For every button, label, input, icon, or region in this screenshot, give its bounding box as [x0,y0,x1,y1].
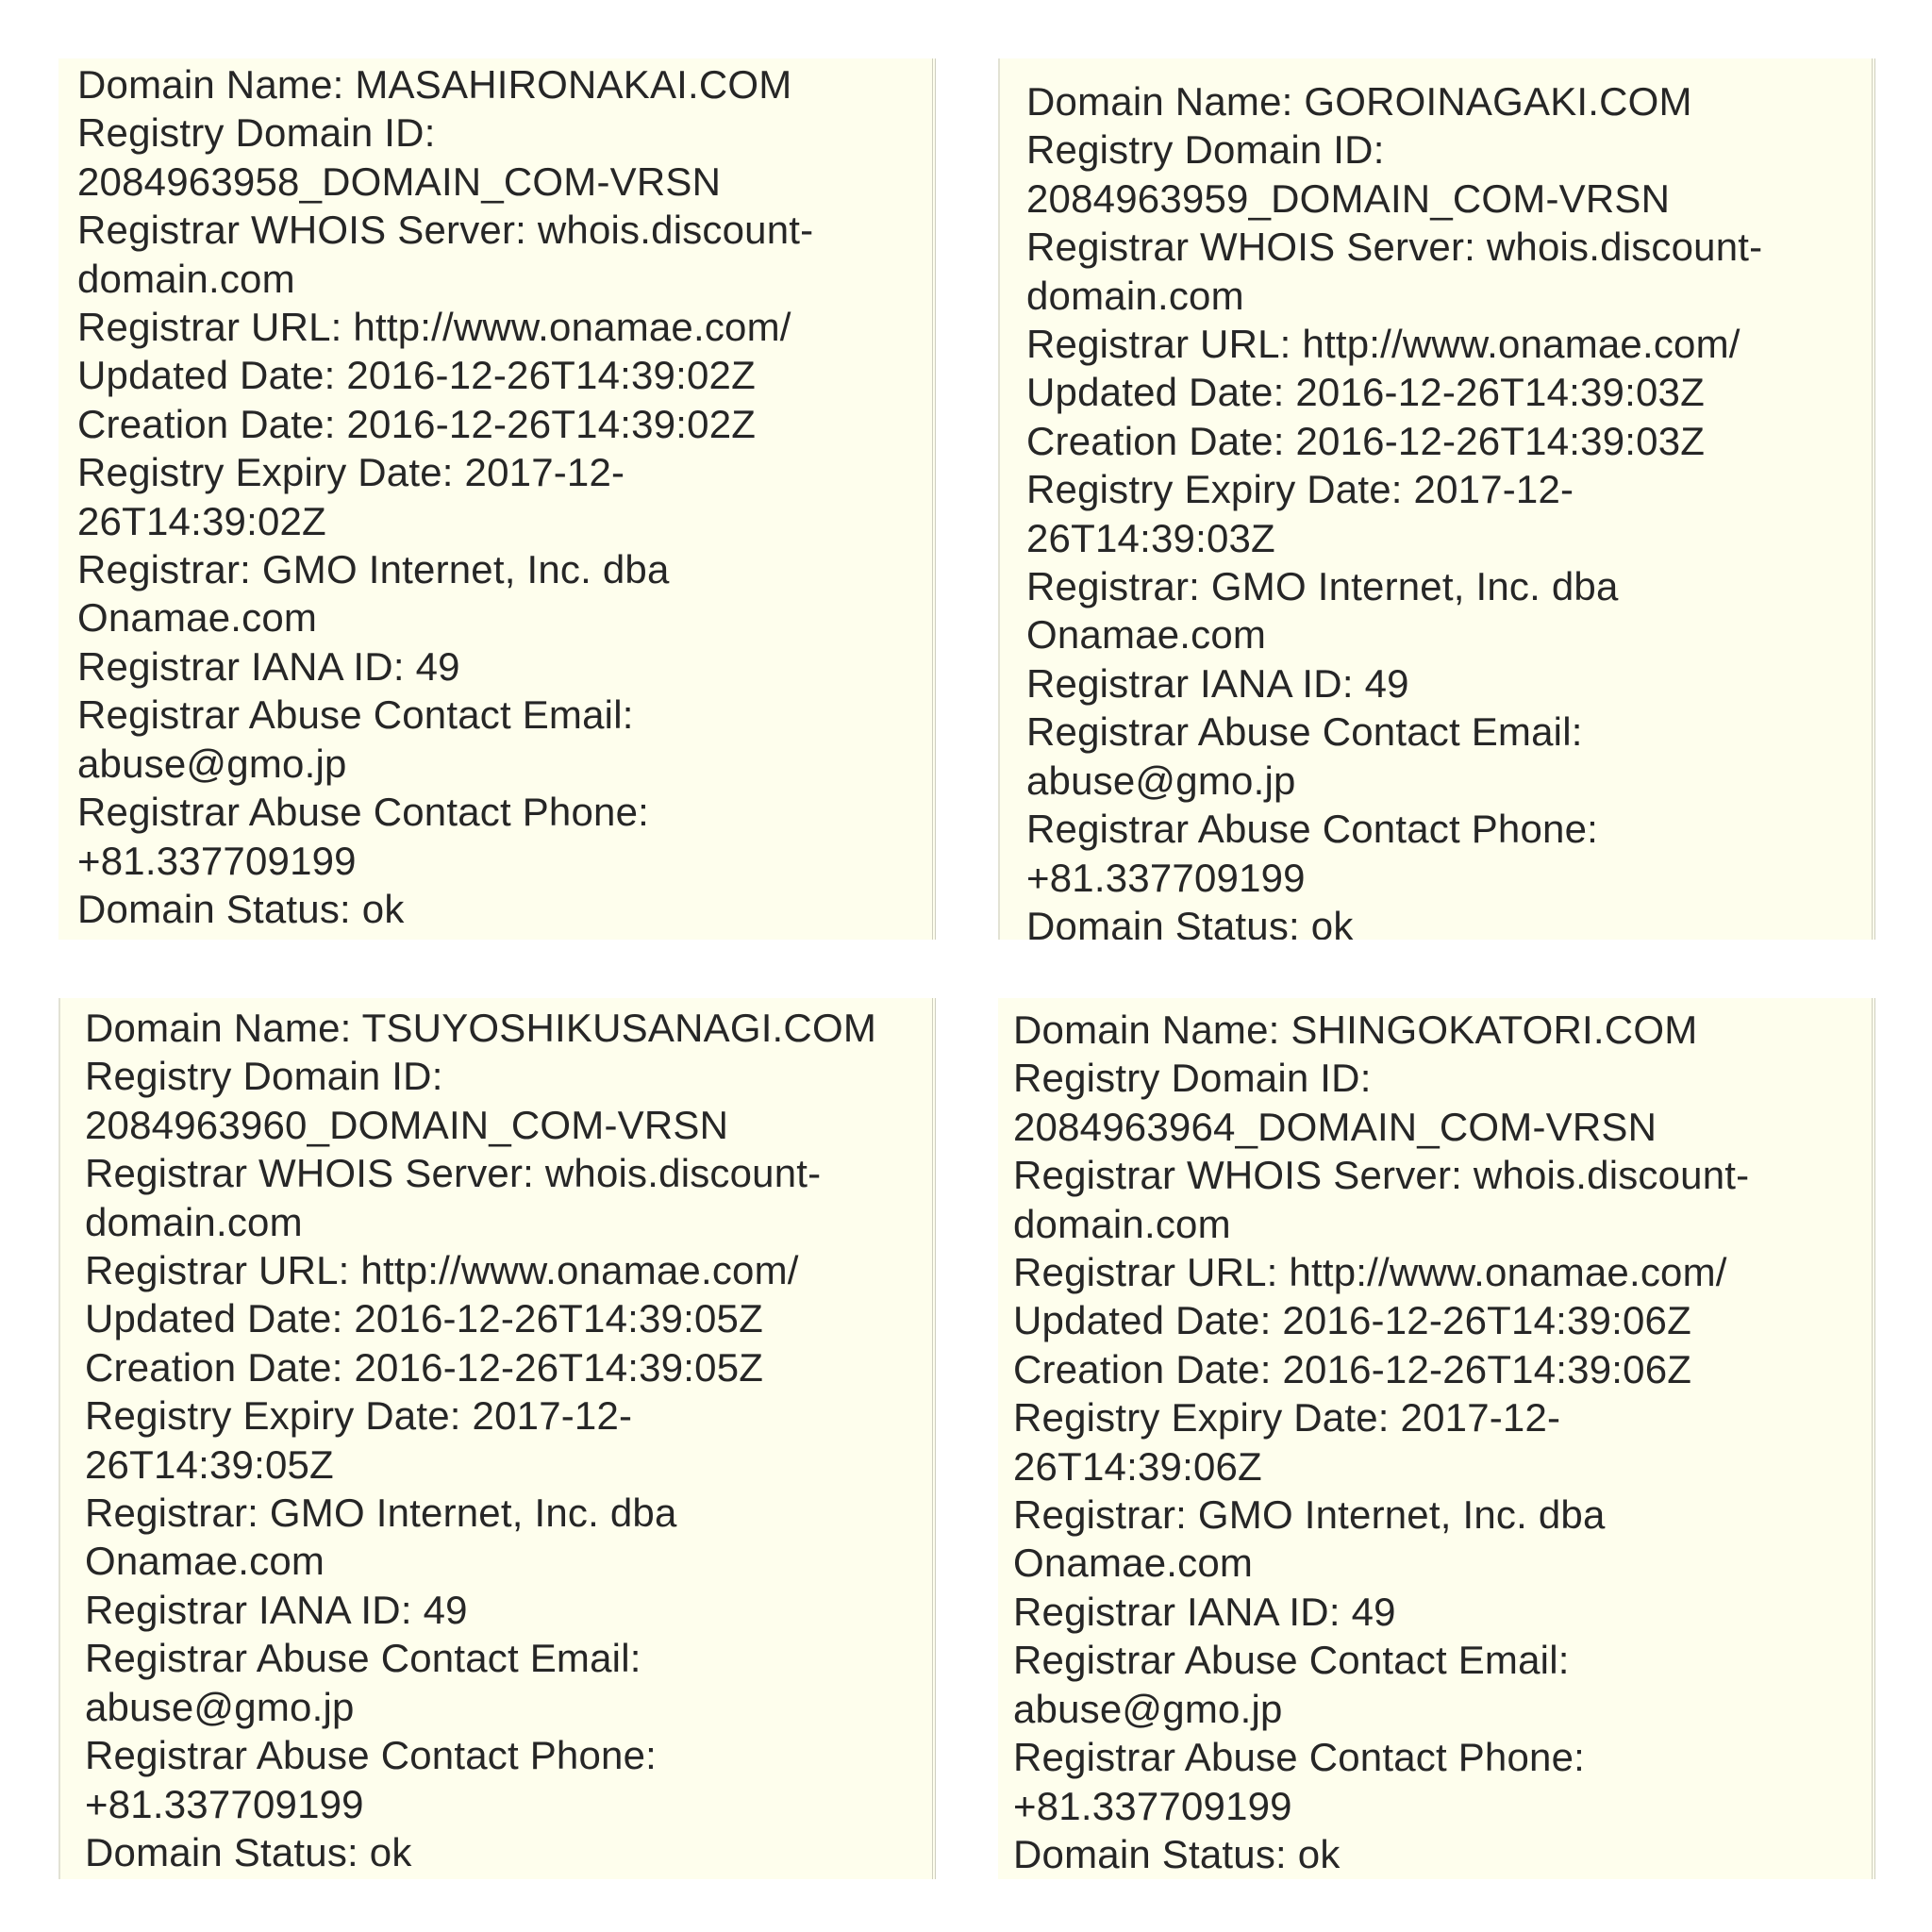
whois-record-shingokatori [998,998,1875,1879]
whois-line: Registry Domain ID: [77,110,436,156]
whois-line: Creation Date: 2016-12-26T14:39:03Z [1026,418,1706,463]
whois-line: Registry Domain ID: [1026,127,1385,173]
whois-line: domain.com [1013,1201,1231,1246]
whois-line: Registrar WHOIS Server: whois.discount- [1013,1153,1750,1198]
whois-line: Domain Name: MASAHIRONAKAI.COM [77,62,792,107]
whois-line: Registry Domain ID: [1013,1056,1372,1101]
whois-line: Registrar WHOIS Server: whois.discount- [1026,225,1763,270]
whois-line: Registry Expiry Date: 2017-12- [85,1393,633,1439]
whois-line: Registrar Abuse Contact Email: [85,1636,641,1681]
whois-line: Registry Domain ID: [85,1054,443,1099]
whois-line: Registrar: GMO Internet, Inc. dba [85,1491,677,1536]
whois-line: Domain Name: GOROINAGAKI.COM [1026,79,1692,124]
whois-line: Onamae.com [1013,1541,1254,1586]
whois-record-goroinagaki [998,58,1875,940]
whois-line: abuse@gmo.jp [77,741,347,786]
whois-line: Creation Date: 2016-12-26T14:39:02Z [77,401,757,446]
whois-line: Registrar Abuse Contact Phone: [1013,1735,1586,1780]
whois-line: +81.337709199 [1026,855,1306,900]
whois-line: Registrar URL: http://www.onamae.com/ [1026,322,1740,367]
whois-line: Updated Date: 2016-12-26T14:39:02Z [77,353,756,398]
whois-line: Creation Date: 2016-12-26T14:39:06Z [1013,1346,1692,1391]
whois-line: Registrar Abuse Contact Phone: [85,1733,658,1778]
whois-lines [85,1004,876,1876]
whois-line: Domain Status: ok [77,886,405,931]
whois-lines [77,60,813,933]
whois-line: Creation Date: 2016-12-26T14:39:05Z [85,1344,764,1390]
whois-line: Domain Status: ok [1026,903,1354,940]
whois-line: 2084963959_DOMAIN_COM-VRSN [1026,175,1671,221]
whois-line: Registrar Abuse Contact Email: [1013,1638,1570,1683]
whois-line: Updated Date: 2016-12-26T14:39:05Z [85,1296,763,1341]
whois-line: +81.337709199 [1013,1783,1292,1828]
whois-line: Registrar: GMO Internet, Inc. dba [1026,564,1619,609]
whois-line: Registrar IANA ID: 49 [1013,1589,1396,1634]
whois-line: 26T14:39:05Z [85,1441,334,1487]
whois-line: Onamae.com [77,595,318,641]
whois-line: Registrar URL: http://www.onamae.com/ [85,1248,799,1293]
whois-line: abuse@gmo.jp [1026,758,1296,803]
whois-line: 26T14:39:02Z [77,498,326,543]
whois-line: Registrar IANA ID: 49 [77,643,460,689]
whois-line: Domain Status: ok [85,1829,412,1874]
whois-line: Registrar WHOIS Server: whois.discount- [77,208,814,253]
whois-line: +81.337709199 [85,1781,364,1826]
whois-line: Registrar WHOIS Server: whois.discount- [85,1151,822,1196]
whois-record-masahironakai [58,58,936,940]
whois-line: 26T14:39:06Z [1013,1443,1262,1489]
whois-line: Onamae.com [85,1539,325,1584]
whois-line: Registrar Abuse Contact Phone: [1026,807,1599,852]
whois-line: Registrar Abuse Contact Email: [1026,709,1583,755]
whois-line: 2084963960_DOMAIN_COM-VRSN [85,1102,729,1147]
whois-line: domain.com [77,256,295,301]
whois-lines [1013,1006,1749,1878]
whois-line: Updated Date: 2016-12-26T14:39:03Z [1026,370,1705,415]
whois-line: Registrar: GMO Internet, Inc. dba [1013,1492,1606,1538]
whois-line: Domain Status: ok [1013,1831,1341,1876]
whois-line: domain.com [1026,273,1244,318]
whois-line: 2084963964_DOMAIN_COM-VRSN [1013,1104,1657,1149]
whois-line: Domain Name: TSUYOSHIKUSANAGI.COM [85,1006,877,1050]
whois-line: Registrar Abuse Contact Phone: [77,790,650,835]
whois-line: Registrar URL: http://www.onamae.com/ [77,305,791,350]
whois-line: Updated Date: 2016-12-26T14:39:06Z [1013,1298,1691,1343]
whois-line: Registrar IANA ID: 49 [85,1587,468,1632]
whois-lines [1026,77,1762,940]
whois-line: Registry Expiry Date: 2017-12- [1013,1395,1561,1441]
whois-line: domain.com [85,1199,303,1244]
whois-line: Registry Expiry Date: 2017-12- [77,450,625,495]
whois-line: Registry Expiry Date: 2017-12- [1026,467,1574,512]
whois-record-tsuyoshikusanagi [58,998,936,1879]
whois-line: 26T14:39:03Z [1026,515,1275,560]
whois-line: Domain Name: SHINGOKATORI.COM [1013,1008,1698,1052]
whois-line: +81.337709199 [77,838,357,883]
whois-line: abuse@gmo.jp [1013,1686,1283,1731]
whois-line: Onamae.com [1026,612,1267,658]
whois-line: abuse@gmo.jp [85,1684,355,1729]
whois-line: Registrar Abuse Contact Email: [77,692,634,738]
whois-line: Registrar URL: http://www.onamae.com/ [1013,1250,1727,1295]
whois-line: 2084963958_DOMAIN_COM-VRSN [77,158,722,204]
whois-line: Registrar: GMO Internet, Inc. dba [77,547,670,592]
whois-line: Registrar IANA ID: 49 [1026,660,1409,706]
